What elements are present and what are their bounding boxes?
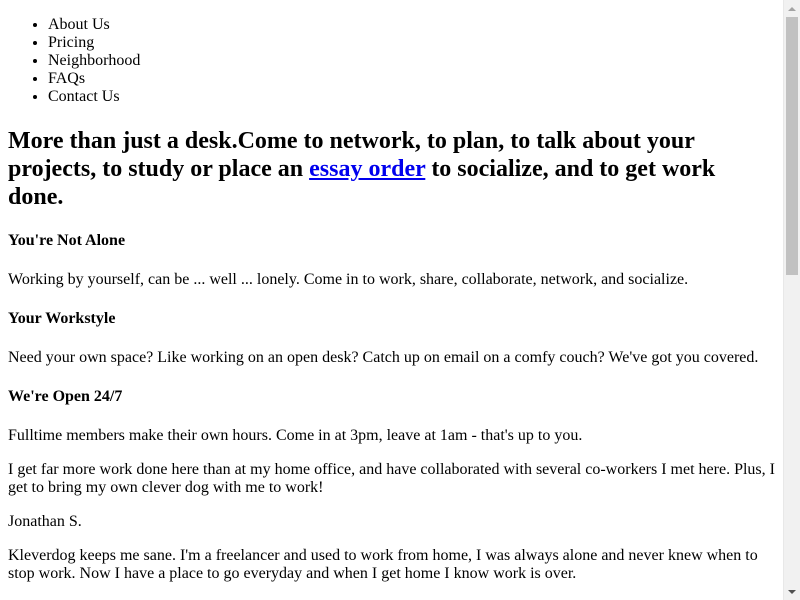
nav-item-neighborhood — [48, 52, 775, 70]
nav-link-neighborhood[interactable]: Neighborhood — [48, 52, 141, 69]
feature-title-not-alone: You're Not Alone — [8, 232, 126, 249]
headline-text-after: to socialize, and to get work done. — [8, 156, 716, 210]
nav-link-pricing[interactable]: Pricing — [48, 34, 95, 51]
feature-title-open-247: We're Open 24/7 — [8, 388, 123, 405]
essay-order-link[interactable]: essay order — [309, 156, 426, 182]
nav-link-contact-us[interactable]: Contact Us — [48, 88, 120, 105]
nav-list — [8, 16, 775, 106]
feature-text-workstyle: Need your own space? Like working on an open desk? Catch up on email on a comfy couch? We've got you covered. — [8, 349, 759, 366]
headline-text-before: More than just a desk.Come to network, to plan, to talk about your projects, to study or place an — [8, 128, 695, 182]
feature-text-open-247: Fulltime members make their own hours. Come in at 3pm, leave at 1am - that's up to you. — [8, 427, 583, 444]
nav-item-about — [48, 16, 775, 34]
scroll-down-arrow-icon — [788, 590, 796, 594]
nav-link-about-us[interactable]: About Us — [48, 16, 110, 33]
scroll-up-arrow-icon — [788, 7, 796, 11]
page-content — [0, 16, 783, 583]
nav-item-pricing — [48, 34, 775, 52]
nav-item-contact — [48, 88, 775, 106]
page-headline — [8, 127, 775, 211]
scrollbar-thumb[interactable] — [786, 17, 798, 275]
feature-text-not-alone: Working by yourself, can be ... well ... lonely. Come in to work, share, collaborate, network, and socialize. — [8, 271, 689, 288]
scroll-down-button[interactable] — [784, 583, 800, 600]
testimonial-author-1: Jonathan S. — [8, 513, 82, 530]
nav-item-faqs — [48, 70, 775, 88]
nav-link-faqs[interactable]: FAQs — [48, 70, 86, 87]
feature-title-workstyle: Your Workstyle — [8, 310, 116, 327]
scroll-up-button[interactable] — [784, 0, 800, 17]
testimonial-quote-1: I get far more work done here than at my home office, and have collaborated with several co-workers I met here. Plus, I get to bring my own clever dog with me to work! — [8, 461, 775, 496]
testimonial-quote-2: Kleverdog keeps me sane. I'm a freelancer and used to work from home, I was always alone and never knew when to stop work. Now I have a place to go everyday and when I get home I know work is over. — [8, 547, 758, 582]
vertical-scrollbar[interactable] — [783, 0, 800, 600]
